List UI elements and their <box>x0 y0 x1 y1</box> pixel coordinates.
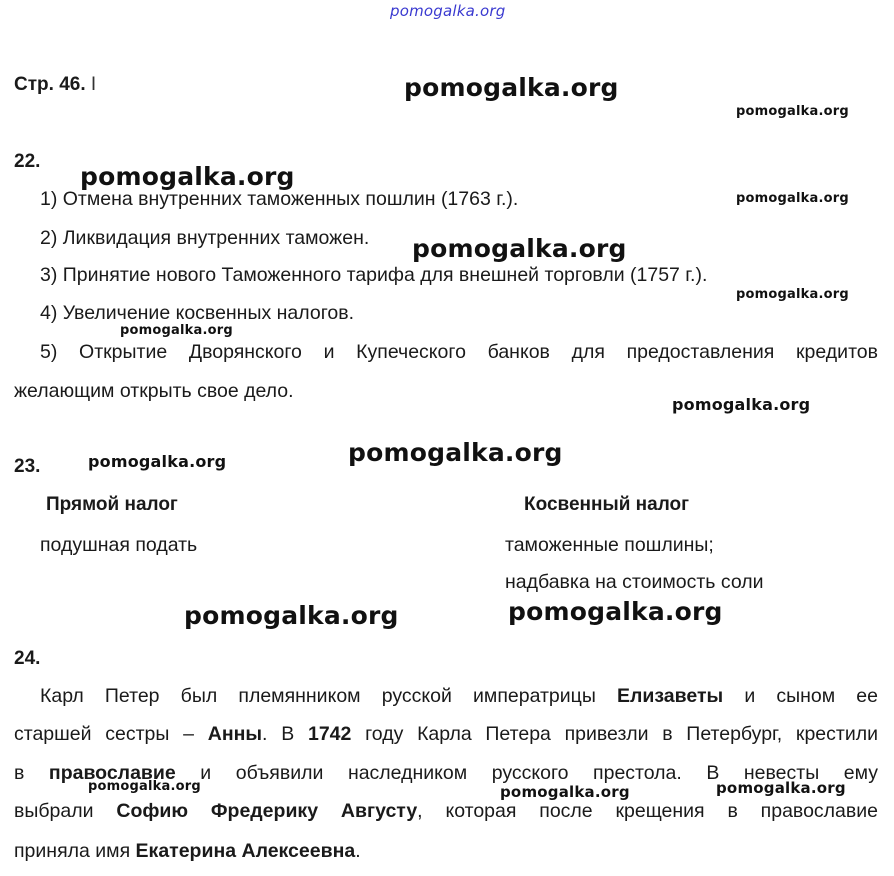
text-run: Карл Петер был племянником русской императрицы <box>40 685 617 707</box>
emphasis-anna: Анны <box>207 723 263 745</box>
q24-line-2 <box>14 715 878 754</box>
text-run: выбрали <box>14 800 117 822</box>
watermark: pomogalka.org <box>500 783 630 801</box>
emphasis-orthodoxy: православие <box>48 762 176 784</box>
watermark: pomogalka.org <box>736 191 849 206</box>
direct-tax-item: подушная подать <box>40 534 198 556</box>
emphasis-year: 1742 <box>307 723 352 745</box>
q22-item-5-continued: желающим открыть свое дело. <box>14 380 294 402</box>
watermark: pomogalka.org <box>184 601 399 630</box>
watermark: pomogalka.org <box>88 779 201 794</box>
q24-line-4 <box>14 792 878 831</box>
page-ref-label: Стр. 46. <box>14 74 91 95</box>
q24-line-5 <box>14 832 878 871</box>
emphasis-elizaveta: Елизаветы <box>616 685 724 707</box>
watermark: pomogalka.org <box>404 73 619 102</box>
emphasis-ekaterina: Екатерина Алексеевна <box>135 840 356 862</box>
text-cursor: I <box>90 74 97 95</box>
text-run: . В <box>262 723 308 745</box>
watermark: pomogalka.org <box>716 779 846 797</box>
question-23-number: 23. <box>14 456 41 477</box>
text-run: , которая после крещения в православие <box>417 800 878 822</box>
watermark: pomogalka.org <box>412 234 627 263</box>
q22-item-1: 1) Отмена внутренних таможенных пошлин (1763 г.). <box>40 188 519 210</box>
watermark: pomogalka.org <box>508 597 723 626</box>
emphasis-sophia: Софию Фредерику Августу <box>116 800 418 822</box>
text-run: . <box>355 840 361 862</box>
q22-item-2: 2) Ликвидация внутренних таможен. <box>40 227 370 249</box>
text-run: в <box>14 762 49 784</box>
q22-item-4: 4) Увеличение косвенных налогов. <box>40 302 354 324</box>
direct-tax-header: Прямой налог <box>46 494 178 515</box>
indirect-tax-item: таможенные пошлины; <box>505 534 714 556</box>
q22-item-3: 3) Принятие нового Таможенного тарифа для внешней торговли (1757 г.). <box>40 264 708 286</box>
watermark-top: pomogalka.org <box>390 2 506 20</box>
question-22-number: 22. <box>14 151 41 172</box>
indirect-tax-header: Косвенный налог <box>524 494 690 515</box>
watermark: pomogalka.org <box>120 323 233 338</box>
indirect-tax-item: надбавка на стоимость соли <box>505 571 764 593</box>
page-reference <box>14 74 96 96</box>
text-run: старшей сестры – <box>14 723 208 745</box>
text-run: и объявили наследником русского престола. В невесты ему <box>175 762 878 784</box>
text-run: и сыном ее <box>723 685 878 707</box>
watermark: pomogalka.org <box>736 104 849 119</box>
text-run: приняла имя <box>14 840 136 862</box>
q24-line-1 <box>40 677 878 716</box>
watermark: pomogalka.org <box>88 452 227 471</box>
watermark: pomogalka.org <box>348 438 563 467</box>
text-run: году Карла Петера привезли в Петербург, крестили <box>351 723 879 745</box>
watermark: pomogalka.org <box>672 395 811 414</box>
question-24-number: 24. <box>14 648 41 669</box>
watermark: pomogalka.org <box>736 287 849 302</box>
q22-item-5: 5) Открытие Дворянского и Купеческого банков для предоставления кредитов <box>40 341 878 363</box>
watermark: pomogalka.org <box>80 162 295 191</box>
